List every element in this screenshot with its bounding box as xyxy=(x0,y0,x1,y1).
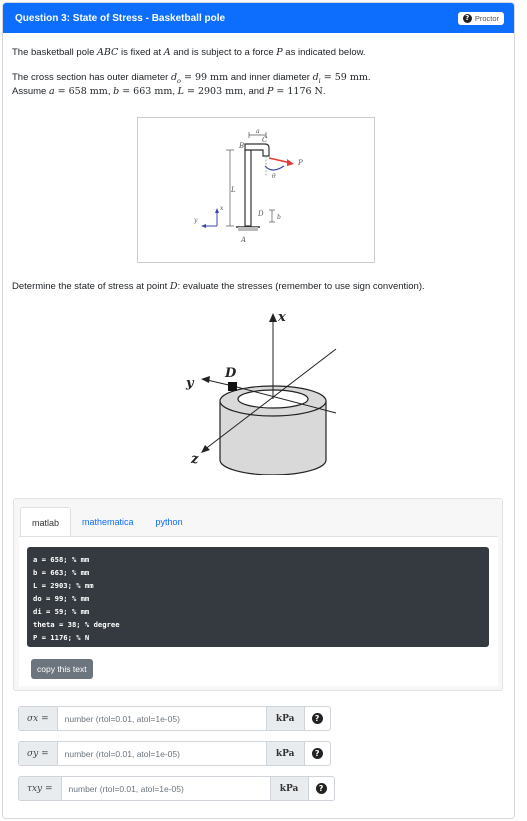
sigma-y-input[interactable]: number (rtol=0.01, atol=1e-05) xyxy=(57,741,267,766)
label-D: D xyxy=(225,366,237,381)
tab-pane-matlab xyxy=(19,536,498,686)
tau-xy-input[interactable]: number (rtol=0.01, atol=1e-05) xyxy=(61,776,271,801)
label-P: P xyxy=(298,159,303,167)
answer-sigma-y xyxy=(18,741,331,766)
assume-text: Assume a = 658 mm, b = 663 mm, L = 2903 mm, and P = 1176 N. xyxy=(12,86,326,97)
proctor-label: Proctor xyxy=(474,13,499,23)
label-y: y xyxy=(194,217,198,224)
tau-xy-unit: kPa xyxy=(271,776,309,801)
sigma-y-help[interactable] xyxy=(305,741,331,766)
theta-arc xyxy=(265,166,284,170)
tau-xy-label: τxy = xyxy=(18,776,61,801)
answer-tau-xy xyxy=(18,776,335,801)
cross-section-text: The cross section has outer diameter $d_o = 99$ mm and inner diameter $d_i = 59$ mm. xyxy=(12,72,371,85)
task-text: Determine the state of stress at point D: evaluate the stresses (remember to use sign convention). xyxy=(12,281,425,292)
tab-python[interactable]: python xyxy=(155,517,183,527)
proctor-badge[interactable] xyxy=(458,12,504,25)
label-z: z xyxy=(191,452,199,467)
intro-text: The basketball pole ABC is fixed at A and is subject to a force P as indicated below. xyxy=(12,47,366,58)
label-L: L xyxy=(231,186,236,194)
label-x: x xyxy=(278,310,286,325)
sigma-x-help[interactable] xyxy=(305,706,331,731)
question-circle-icon: ? xyxy=(312,748,323,759)
basketball-pole-figure xyxy=(137,117,375,263)
label-D: D xyxy=(258,210,264,218)
code-block[interactable]: a = 658; % mm b = 663; % mm L = 2903; % mm do = 99; % mm di = 59; % mm theta = 38; % degree P = 1176; % N xyxy=(27,547,489,647)
card-header xyxy=(3,3,514,33)
pole-shaft xyxy=(245,150,251,226)
question-circle-icon: ? xyxy=(316,783,327,794)
stress-point-figure xyxy=(170,305,350,475)
sigma-x-label: σx = xyxy=(18,706,57,731)
label-A: A xyxy=(241,236,247,244)
label-B: B xyxy=(239,142,245,150)
label-C: C xyxy=(262,136,268,144)
label-b: b xyxy=(277,214,281,221)
code-panel xyxy=(13,498,503,691)
question-circle-icon: ? xyxy=(312,713,323,724)
tab-matlab[interactable]: matlab xyxy=(20,507,71,537)
sigma-y-unit: kPa xyxy=(267,741,305,766)
copy-text-button[interactable]: copy this text xyxy=(31,659,93,679)
sigma-y-label: σy = xyxy=(18,741,57,766)
language-tabs xyxy=(20,507,194,537)
answer-sigma-x xyxy=(18,706,331,731)
question-title: Question 3: State of Stress - Basketball pole xyxy=(15,12,226,24)
label-x: x xyxy=(220,205,224,212)
label-a: a xyxy=(256,128,260,135)
tab-mathematica[interactable]: mathematica xyxy=(82,517,134,527)
sigma-x-input[interactable]: number (rtol=0.01, atol=1e-05) xyxy=(57,706,267,731)
label-theta: θ xyxy=(272,173,276,180)
point-D-marker xyxy=(228,382,237,391)
question-circle-icon: ? xyxy=(463,14,472,23)
sigma-x-unit: kPa xyxy=(267,706,305,731)
ground-hatch xyxy=(238,227,258,231)
tau-xy-help[interactable] xyxy=(309,776,335,801)
label-y: y xyxy=(186,376,194,391)
